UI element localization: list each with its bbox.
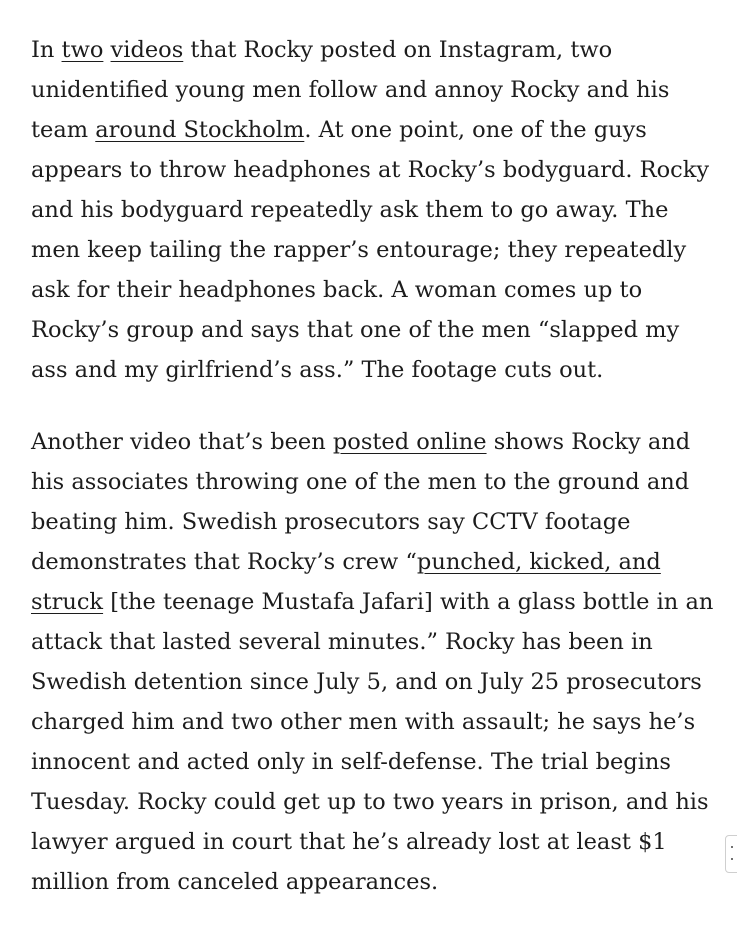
link-around-stockholm[interactable]: around Stockholm <box>95 117 305 143</box>
paragraph-instagram-videos <box>31 30 716 390</box>
link-two[interactable]: two <box>61 37 104 63</box>
link-videos[interactable]: videos <box>110 37 184 63</box>
text-run <box>103 37 110 63</box>
link-posted-online[interactable]: posted online <box>332 429 487 455</box>
text-run: [the teenage Mustafa Jafari] with a glass bottle in an attack that lasted several minutes.” Rocky has been in Swedish detention since July 5, and on July 25 prosecutors charged him and two other men with assault; he says he’s innocent and acted only in self-defense. The trial begins Tuesday. Rocky could get up to two years in prison, and his lawyer argued in court that he’s already lost at least $1 million from canceled appearances. <box>31 589 714 895</box>
text-run: . At one point, one of the guys appears to throw headphones at Rocky’s bodyguard. Rocky and his bodyguard repeatedly ask them to go away. The men keep tailing the rapper’s entourage; they repeatedly ask for their headphones back. A woman comes up to Rocky’s group and says that one of the men “slapped my ass and my girlfriend’s ass.” The footage cuts out. <box>31 117 710 383</box>
text-run: In <box>31 37 62 63</box>
dot-icon <box>731 846 733 848</box>
text-run: shows Rocky and his associates throwing one of the men to the ground and beating him. Swedish prosecutors say CCTV footage demonstrates that Rocky’s crew “ <box>31 429 691 575</box>
text-run: Another video that’s been <box>31 429 333 455</box>
paragraph-assault-video <box>31 422 716 902</box>
text-run: that Rocky posted on Instagram, two unidentified young men follow and annoy Rocky and his team <box>31 37 670 143</box>
article-body <box>31 30 716 934</box>
link-punched-kicked-struck[interactable]: punched, kicked, and struck <box>31 549 661 615</box>
dot-icon <box>731 858 733 860</box>
edge-widget[interactable] <box>725 835 737 873</box>
